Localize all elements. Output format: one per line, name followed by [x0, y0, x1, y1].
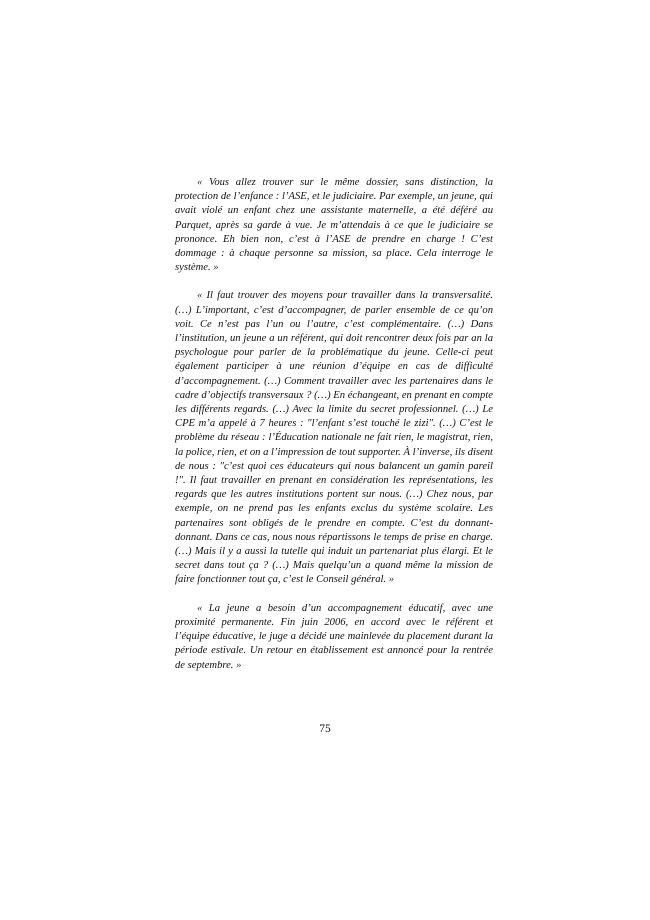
quote-paragraph-3: « La jeune a besoin d’un accompagnement éducatif, avec une proximité permanente. Fin juin 2006, en accord avec le référent et l’équipe éducative, le juge a décidé une mainlevée du placement durant la période estivale. Un retour en établissement est annoncé pour la rentrée de septembre. »	[175, 602, 493, 671]
quote-paragraph-1: « Vous allez trouver sur le même dossier, sans distinction, la protection de l’enfance : l’ASE, et le judiciaire. Par exemple, un jeune, qui avait violé un enfant chez une assistante maternelle, a été déféré au Parquet, après sa garde à vue. Je m’attendais à ce que le judiciaire se prononce. Eh bien non, c’est à l’ASE de prendre en charge ! C’est dommage : à chaque personne sa mission, sa place. Cela interroge le système. »	[175, 177, 493, 274]
body-text	[175, 176, 493, 673]
page-number: 75	[319, 723, 331, 735]
quote-paragraph-2: « Il faut trouver des moyens pour travailler dans la transversalité. (…) L’important, c’est d’accompagner, de parler ensemble de ce qu’on voit. Ce n’est pas l’un ou l’autre, c’est complémentaire. (…) Dans l’institution, un jeune a un référent, qui doit rencontrer deux fois par an la psychologue pour parler de la problématique du jeune. Celle-ci peut également participer à une réunion d’équipe en cas de difficulté d’accompagnement. (…) Comment travailler avec les partenaires dans le cadre d’objectifs transversaux ? (…) En échangeant, en prenant en compte les différents regards. (…) Avec la limite du secret professionnel. (…) Le CPE m’a appelé à 7 heures : "l’enfant s’est touché le zizi". (…) C’est le problème du réseau : l’Éducation nationale ne fait rien, le magistrat, rien, la police, rien, et on a l’impression de tout supporter. À l’inverse, ils disent de nous : "c’est quoi ces éducateurs qui nous balancent un gamin pareil !". Il faut travailler en prenant en considération les représentations, les regards que les autres institutions portent sur nous. (…) Chez nous, par exemple, on ne prend pas les enfants exclus du système scolaire. Les partenaires sont obligés de le prendre en compte. C’est du donnant-donnant. Dans ce cas, nous nous répartissons le temps de prise en charge. (…) Mais il y a aussi la tutelle qui induit un partenariat plus élargi. Et le secret dans tout ça ? (…) Mais quelqu’un a quand même la mission de faire fonctionner tout ça, c’est le Conseil général. »	[175, 290, 493, 586]
